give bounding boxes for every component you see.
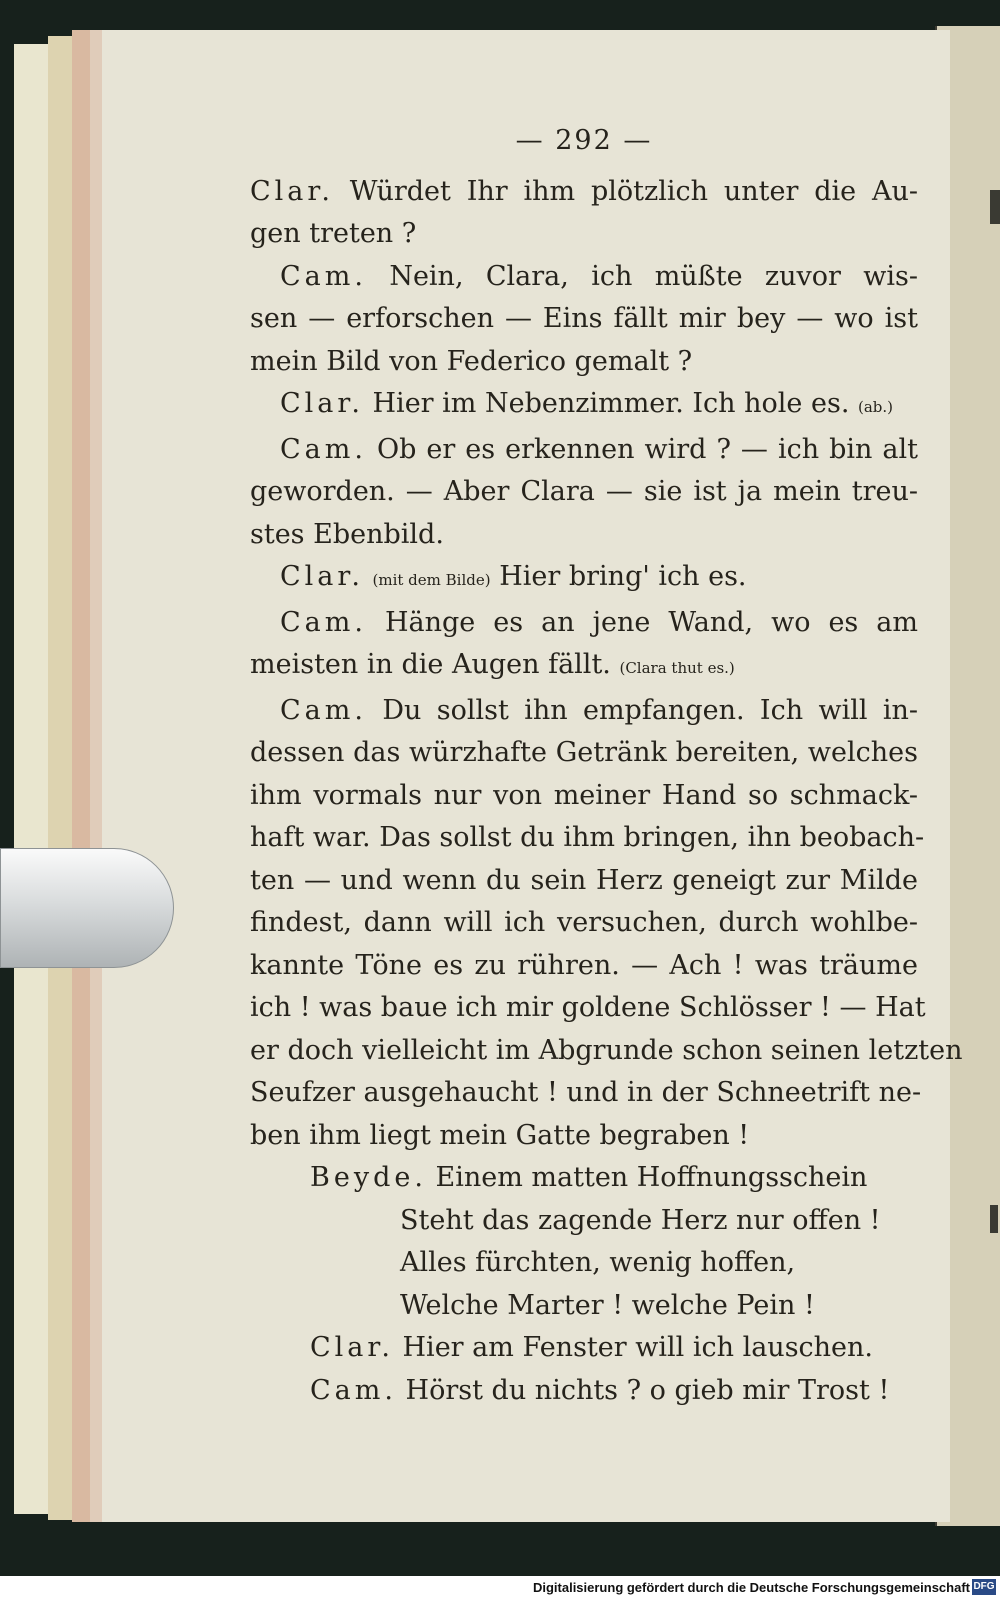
text-line — [250, 429, 918, 472]
line-text: ten — und wenn du sein Herz geneigt zur Milde — [250, 864, 918, 896]
text-line — [250, 690, 918, 733]
text-line — [250, 514, 918, 557]
text-line — [250, 987, 926, 1030]
facing-page-mark — [990, 1205, 998, 1233]
page-clip — [0, 848, 174, 968]
verse-line: Steht das zagende Herz nur offen ! — [400, 1204, 881, 1236]
line-text: kannte Töne es zu rühren. — Ach ! was träume — [250, 949, 918, 981]
speaker-label: Clar. — [280, 388, 364, 419]
text-line — [250, 775, 918, 818]
line-text: Hier am Fenster will ich lauschen. — [402, 1332, 874, 1363]
text-line — [250, 1030, 963, 1073]
line-text: ich ! was baue ich mir goldene Schlösser ! — Hat — [250, 992, 926, 1023]
text-line — [250, 256, 918, 299]
speaker-label: Cam. — [310, 1374, 397, 1406]
line-text: er doch vielleicht im Abgrunde schon seinen letzten — [250, 1034, 963, 1066]
speaker-label: Beyde. — [310, 1162, 427, 1193]
speaker-label: Cam. — [280, 433, 367, 465]
text-line — [250, 902, 918, 945]
text-line — [250, 860, 918, 903]
line-text: dessen das würzhafte Getränk bereiten, welches — [250, 737, 918, 768]
line-text: haft war. Das sollst du ihm bringen, ihn beobach- — [250, 822, 925, 853]
stage-direction: (mit dem Bilde) — [372, 571, 491, 589]
line-text: Hier im Nebenzimmer. Ich hole es. — [372, 388, 850, 419]
text-line — [250, 471, 918, 514]
text-line — [250, 556, 918, 602]
facing-page-mark — [990, 190, 1000, 224]
stage-direction: (ab.) — [858, 398, 894, 416]
speaker-label: Cam. — [280, 606, 367, 638]
line-text: Hänge es an jene Wand, wo es am — [384, 606, 918, 638]
line-text: Ob er es erkennen wird ? — ich bin alt — [376, 433, 918, 465]
line-text: Du sollst ihn empfangen. Ich will in- — [382, 694, 918, 726]
text-line — [250, 1327, 918, 1370]
page-text — [250, 120, 963, 1412]
line-text: ihm vormals nur von meiner Hand so schmack- — [250, 779, 918, 811]
text-line — [250, 341, 918, 384]
funding-note: Digitalisierung gefördert durch die Deutsche Forschungsgemeinschaft — [532, 1580, 970, 1595]
text-line — [250, 1370, 918, 1413]
line-text: Nein, Clara, ich müßte zuvor wis- — [389, 260, 918, 292]
line-text: stes Ebenbild. — [250, 518, 444, 550]
speaker-label: Clar. — [250, 175, 334, 207]
verse-line: Einem matten Hoffnungsschein — [435, 1162, 868, 1193]
line-text: ben ihm liegt mein Gatte begraben ! — [250, 1119, 750, 1151]
song-heading — [250, 1157, 918, 1200]
dfg-logo: DFG — [972, 1579, 996, 1595]
verse-line: Welche Marter ! welche Pein ! — [400, 1289, 815, 1321]
text-line — [250, 1115, 918, 1158]
line-text: gen treten ? — [250, 218, 417, 249]
line-text: mein Bild von Federico gemalt ? — [250, 345, 693, 377]
speaker-label: Cam. — [280, 260, 367, 292]
line-text: Seufzer ausgehaucht ! und in der Schneetrift ne- — [250, 1077, 922, 1108]
text-line — [250, 945, 918, 988]
verse-line: Alles fürchten, wenig hoffen, — [400, 1247, 796, 1278]
stage-direction: (Clara thut es.) — [619, 659, 735, 677]
text-line — [250, 171, 918, 214]
line-text: sen — erforschen — Eins fällt mir bey — wo ist — [250, 303, 918, 334]
text-line — [250, 298, 918, 341]
line-text: geworden. — Aber Clara — sie ist ja mein treu- — [250, 476, 918, 507]
line-text: Hörst du nichts ? o gieb mir Trost ! — [405, 1374, 890, 1406]
speaker-label: Cam. — [280, 694, 367, 726]
line-text: meisten in die Augen fällt. — [250, 649, 611, 680]
page-number: — 292 — — [515, 125, 653, 156]
text-line — [250, 732, 918, 775]
line-text: Würdet Ihr ihm plötzlich unter die Au- — [349, 175, 918, 207]
line-text: findest, dann will ich versuchen, durch wohlbe- — [250, 907, 918, 938]
line-text: Hier bring' ich es. — [499, 561, 747, 592]
text-line — [250, 644, 918, 690]
speaker-label: Clar. — [310, 1332, 394, 1363]
text-line — [250, 213, 918, 256]
speaker-label: Clar. — [280, 561, 364, 592]
text-line — [250, 602, 918, 645]
text-line — [250, 817, 925, 860]
text-line — [250, 383, 918, 429]
text-line — [250, 1072, 922, 1115]
